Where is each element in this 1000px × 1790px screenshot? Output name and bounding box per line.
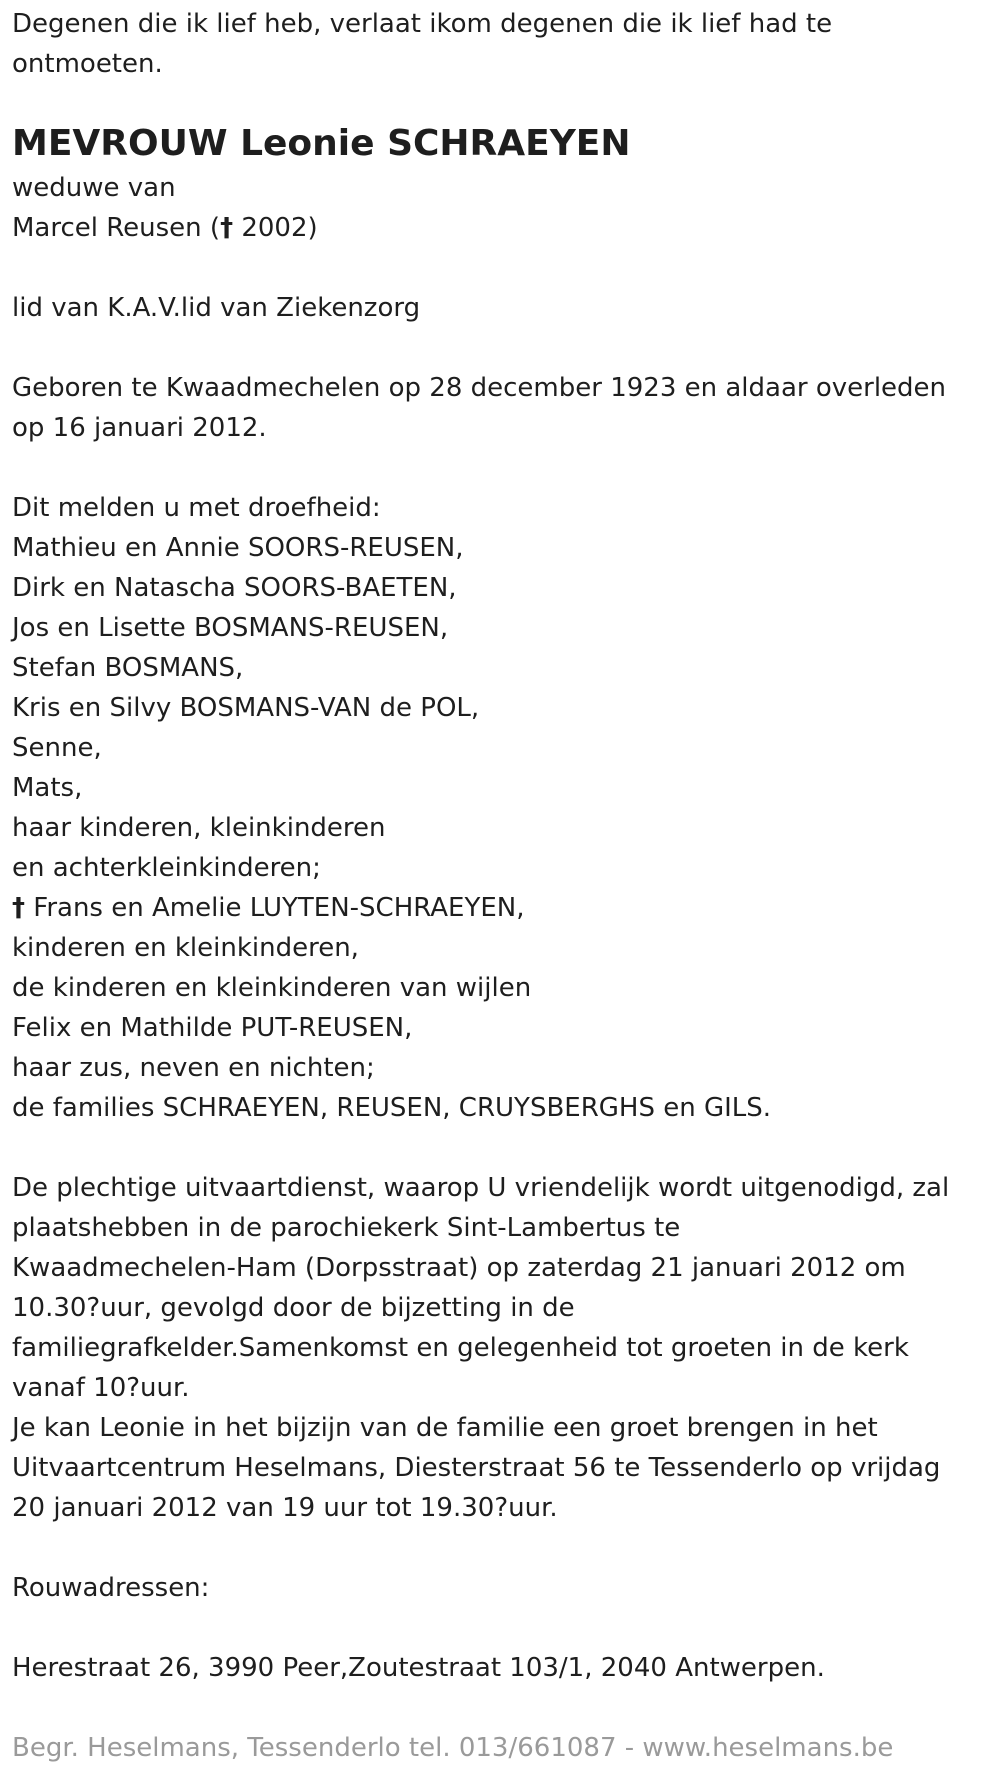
mourners-intro: Dit melden u met droefheid: bbox=[12, 493, 381, 523]
mourner-line: haar kinderen, kleinkinderen bbox=[12, 813, 386, 843]
funeral-home-footer: Begr. Heselmans, Tessenderlo tel. 013/661087 - www.heselmans.be bbox=[12, 1733, 894, 1763]
membership: lid van K.A.V.lid van Ziekenzorg bbox=[12, 293, 421, 323]
service-line: 10.30?uur, gevolgd door de bijzetting in de bbox=[12, 1293, 575, 1323]
mourner-line: haar zus, neven en nichten; bbox=[12, 1053, 375, 1083]
mourner-name: Frans en Amelie LUYTEN-SCHRAEYEN, bbox=[25, 893, 525, 923]
mourner-line-deceased bbox=[12, 888, 992, 928]
mourner-line: Dirk en Natascha SOORS-BAETEN, bbox=[12, 573, 457, 603]
service-line: De plechtige uitvaartdienst, waarop U vriendelijk wordt uitgenodigd, zal bbox=[12, 1173, 950, 1203]
mourner-line: de kinderen en kleinkinderen van wijlen bbox=[12, 973, 532, 1003]
service-line: Kwaadmechelen-Ham (Dorpsstraat) op zaterdag 21 januari 2012 om bbox=[12, 1253, 906, 1283]
obituary-text bbox=[12, 4, 992, 1768]
service-line: familiegrafkelder.Samenkomst en gelegenheid tot groeten in de kerk bbox=[12, 1333, 909, 1363]
spouse-name: Marcel Reusen ( bbox=[12, 213, 221, 243]
spacer bbox=[12, 248, 992, 288]
mourner-line: Jos en Lisette BOSMANS-REUSEN, bbox=[12, 613, 449, 643]
mourner-line: Mats, bbox=[12, 773, 83, 803]
service-line: 20 januari 2012 van 19 uur tot 19.30?uur. bbox=[12, 1493, 558, 1523]
birth-death-line-2: op 16 januari 2012. bbox=[12, 413, 267, 443]
service-line: plaatshebben in de parochiekerk Sint-Lambertus te bbox=[12, 1213, 681, 1243]
spacer bbox=[12, 448, 992, 488]
addresses-label: Rouwadressen: bbox=[12, 1573, 210, 1603]
spouse-year: 2002) bbox=[233, 213, 318, 243]
mourner-line: Senne, bbox=[12, 733, 102, 763]
cross-icon: † bbox=[12, 893, 25, 923]
spacer bbox=[12, 1608, 992, 1648]
mourner-line: kinderen en kleinkinderen, bbox=[12, 933, 359, 963]
relation-label: weduwe van bbox=[12, 173, 176, 203]
service-line: vanaf 10?uur. bbox=[12, 1373, 190, 1403]
spacer bbox=[12, 1528, 992, 1568]
motto-line-2: ontmoeten. bbox=[12, 49, 163, 79]
mourner-line: Felix en Mathilde PUT-REUSEN, bbox=[12, 1013, 413, 1043]
mourner-line: en achterkleinkinderen; bbox=[12, 853, 321, 883]
mourner-line: Mathieu en Annie SOORS-REUSEN, bbox=[12, 533, 464, 563]
mourner-line: Kris en Silvy BOSMANS-VAN de POL, bbox=[12, 693, 480, 723]
service-line: Je kan Leonie in het bijzijn van de familie een groet brengen in het bbox=[12, 1413, 878, 1443]
spacer bbox=[12, 328, 992, 368]
birth-death-line-1: Geboren te Kwaadmechelen op 28 december 1923 en aldaar overleden bbox=[12, 373, 947, 403]
spouse-line bbox=[12, 208, 992, 248]
motto-line-1: Degenen die ik lief heb, verlaat ikom degenen die ik lief had te bbox=[12, 9, 833, 39]
addresses-value: Herestraat 26, 3990 Peer,Zoutestraat 103/1, 2040 Antwerpen. bbox=[12, 1653, 825, 1683]
cross-icon: † bbox=[220, 213, 234, 243]
deceased-name: MEVROUW Leonie SCHRAEYEN bbox=[12, 123, 631, 164]
spacer bbox=[12, 1128, 992, 1168]
mourner-line: de families SCHRAEYEN, REUSEN, CRUYSBERGHS en GILS. bbox=[12, 1093, 772, 1123]
service-line: Uitvaartcentrum Heselmans, Diesterstraat 56 te Tessenderlo op vrijdag bbox=[12, 1453, 941, 1483]
mourner-line: Stefan BOSMANS, bbox=[12, 653, 244, 683]
